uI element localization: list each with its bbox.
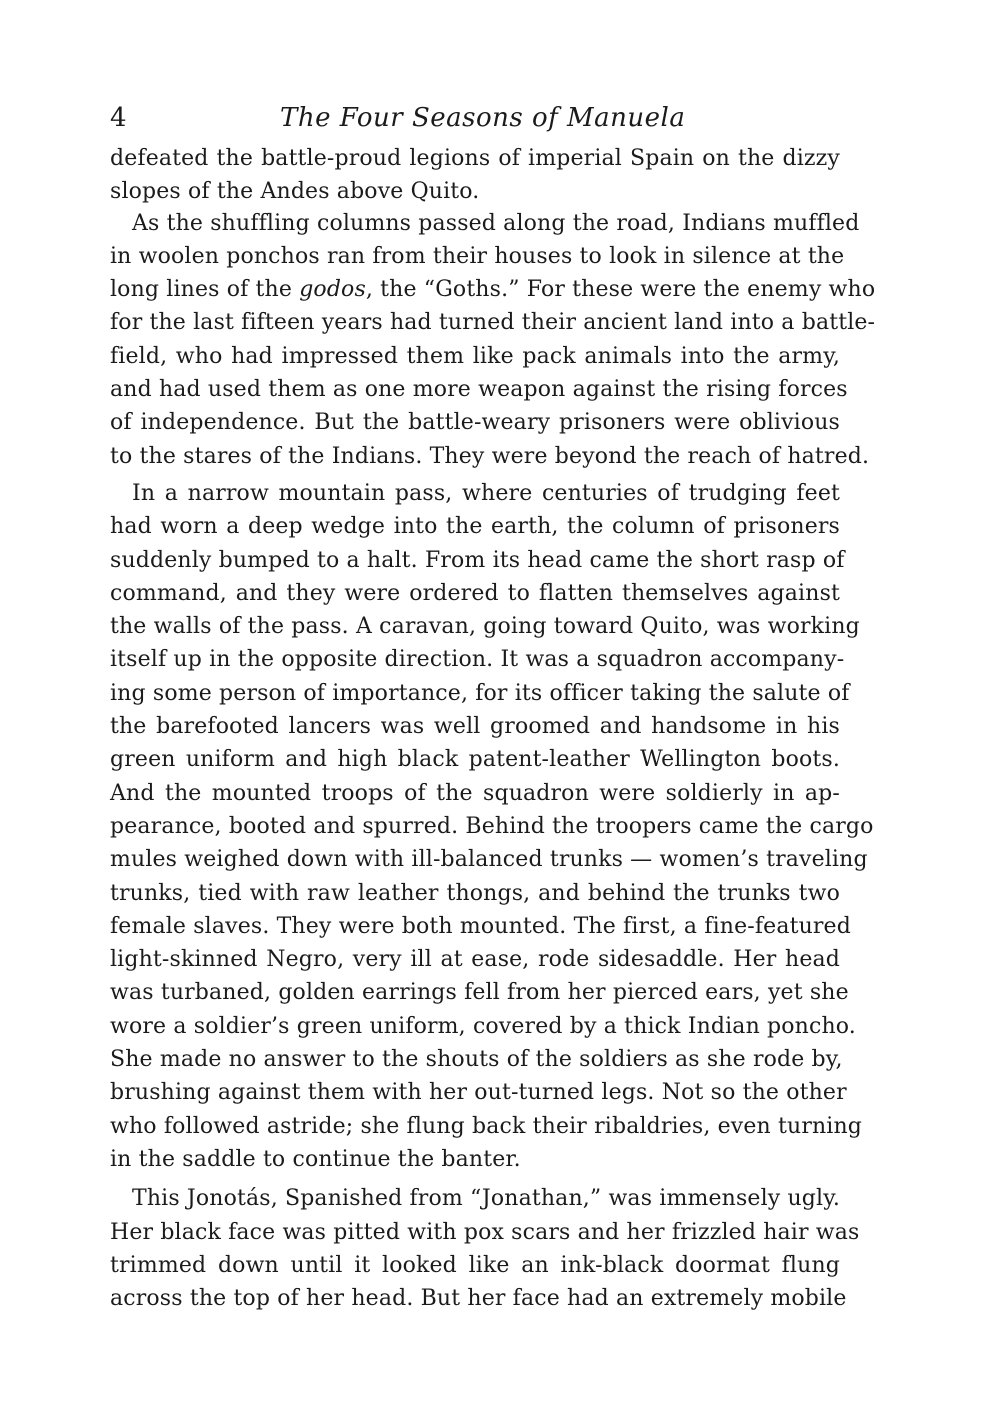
text-line: field, who had impressed them like pack animals into the army,: [110, 343, 840, 369]
text-line: female slaves. They were both mounted. The first, a fine-featured: [110, 913, 851, 939]
emphasis-word: godos: [299, 277, 366, 303]
text-line: across the top of her head. But her face had an extremely mobile: [110, 1286, 847, 1312]
text-line: for the last fifteen years had turned their ancient land into a battle-: [110, 310, 876, 336]
text-line: long lines of the godos, the “Goths.” For these were the enemy who: [110, 277, 876, 303]
text-line: green uniform and high black patent-leather Wellington boots.: [110, 747, 840, 773]
text-line: defeated the battle-proud legions of imperial Spain on the dizzy: [110, 146, 840, 171]
body-text: [110, 142, 876, 1315]
text-line: wore a soldier’s green uniform, covered by a thick Indian poncho.: [110, 1013, 856, 1039]
text-line: who followed astride; she flung back their ribaldries, even turning: [110, 1113, 863, 1139]
text-line: trunks, tied with raw leather thongs, and behind the trunks two: [110, 880, 840, 906]
text-line: itself up in the opposite direction. It was a squadron accompany-: [110, 647, 845, 673]
text-line: the walls of the pass. A caravan, going toward Quito, was working: [110, 614, 860, 640]
paragraph: [110, 207, 876, 473]
text-line: mules weighed down with ill-balanced trunks — women’s traveling: [110, 847, 868, 873]
paragraph: [110, 477, 874, 1176]
paragraph: [110, 142, 840, 209]
text-line: suddenly bumped to a halt. From its head came the short rasp of: [110, 547, 845, 573]
running-head: [110, 98, 840, 142]
text-line: She made no answer to the shouts of the soldiers as she rode by,: [110, 1047, 843, 1073]
text-line: In a narrow mountain pass, where centuries of trudging feet: [132, 480, 840, 506]
text-line: As the shuffling columns passed along the road, Indians muffled: [132, 210, 860, 236]
text-line: of independence. But the battle-weary prisoners were oblivious: [110, 410, 840, 436]
text-line: to the stares of the Indians. They were beyond the reach of hatred.: [110, 443, 870, 469]
text-line: Her black face was pitted with pox scars and her frizzled hair was: [110, 1219, 860, 1245]
text-line: ing some person of importance, for its officer taking the salute of: [110, 680, 850, 706]
text-line: command, and they were ordered to flatten themselves against: [110, 580, 840, 606]
text-line: This Jonotás, Spanished from “Jonathan,” was immensely ugly.: [132, 1186, 841, 1212]
text-line: brushing against them with her out-turned legs. Not so the other: [110, 1080, 847, 1106]
text-line: slopes of the Andes above Quito.: [110, 179, 480, 205]
text-line: and had used them as one more weapon against the rising forces: [110, 377, 848, 403]
paragraph: [110, 1182, 860, 1315]
text-line: the barefooted lancers was well groomed and handsome in his: [110, 714, 840, 740]
running-title: The Four Seasons of Manuela: [280, 103, 686, 133]
text-line: was turbaned, golden earrings fell from her pierced ears, yet she: [110, 980, 849, 1006]
page-number: 4: [110, 103, 127, 133]
text-line: light-skinned Negro, very ill at ease, rode sidesaddle. Her head: [110, 947, 840, 973]
text-line: had worn a deep wedge into the earth, the column of prisoners: [110, 514, 840, 540]
book-page: [110, 98, 876, 1321]
text-line: in the saddle to continue the banter.: [110, 1146, 521, 1172]
text-line: And the mounted troops of the squadron were soldierly in ap-: [110, 780, 840, 806]
text-line: pearance, booted and spurred. Behind the troopers came the cargo: [110, 813, 874, 839]
text-line: trimmed down until it looked like an ink-black doormat flung: [110, 1252, 840, 1278]
text-line: in woolen ponchos ran from their houses to look in silence at the: [110, 243, 845, 269]
